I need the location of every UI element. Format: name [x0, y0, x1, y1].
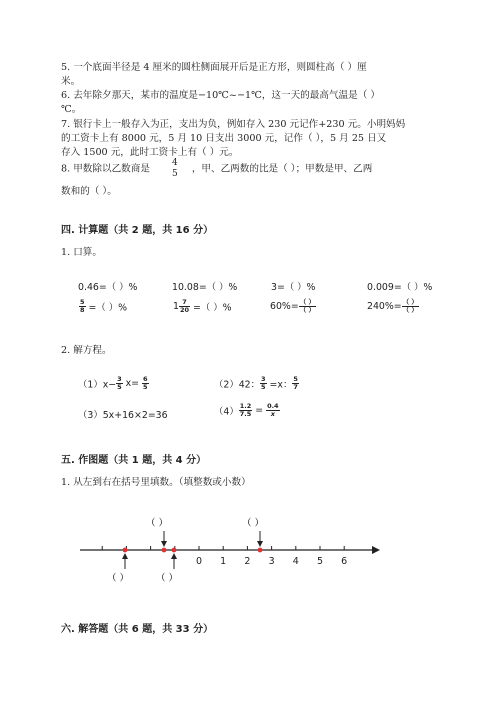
section6-title: 六. 解答题（共 6 题，共 33 分） — [61, 624, 214, 635]
eq-4-head: （4） — [214, 406, 239, 418]
oral-r1c1: 0.46=（ ）% — [78, 282, 138, 293]
q8-suffix: ，甲、乙两数的比是（ ）；甲数是甲、乙两 — [191, 163, 373, 175]
section4-q1-label: 1. 口算。 — [61, 247, 102, 258]
q8-fraction — [171, 158, 179, 180]
oral-r2c4-den: （ ） — [402, 306, 418, 314]
eq-4-d2: x — [270, 410, 275, 418]
eq-1 — [78, 376, 149, 391]
number-line-label: 5 — [316, 556, 324, 567]
q6-line2: ℃。 — [61, 104, 82, 115]
oral-r2c1 — [79, 299, 127, 314]
oral-r2c4 — [367, 299, 419, 314]
oral-r2c3-frac — [299, 299, 316, 314]
eq-2-mid: =x： — [266, 379, 293, 391]
oral-r2c2-num: 7 — [179, 299, 190, 307]
eq-2-head: （2）42： — [214, 379, 261, 391]
oral-r1c4: 0.009=（ ）% — [367, 282, 433, 293]
oral-r2c4-frac — [402, 299, 419, 314]
answer-blank-bottom-2[interactable]: （ ） — [156, 573, 179, 584]
eq-4 — [214, 403, 280, 418]
number-line-labels — [196, 556, 347, 567]
q5-line2: 米。 — [61, 76, 81, 87]
oral-r2c2-frac — [179, 299, 190, 314]
eq-2-n1: 3 — [261, 375, 266, 383]
number-line-label: 6 — [341, 556, 348, 567]
number-line-point — [123, 548, 128, 553]
q8-line1 — [61, 158, 372, 180]
oral-r2c3-head: 60%= — [270, 301, 299, 312]
eq-3: （3）5x+16×2=36 — [78, 410, 168, 421]
number-line-label: 3 — [268, 556, 275, 567]
eq-4-mid: = — [252, 405, 267, 416]
number-line-arrowhead — [372, 546, 380, 554]
arrow-up-2-head — [171, 553, 177, 559]
oral-r2c3-num: （ ） — [299, 298, 315, 306]
eq-1-n2: 6 — [143, 375, 148, 383]
number-line-point — [162, 548, 167, 553]
oral-r2c2-whole: 1 — [173, 301, 179, 312]
oral-r2c2-tail: =（ ）% — [190, 302, 232, 314]
eq-2-d1: 5 — [261, 383, 266, 391]
arrow-up-1-head — [122, 553, 128, 559]
q7-line2: 的工资卡上有 8000 元，5 月 10 日支出 3000 元，记作（ ），5 月 25 日又 — [61, 133, 387, 144]
oral-r2c4-head: 240%= — [367, 301, 402, 312]
oral-r2c2 — [173, 299, 232, 314]
oral-r2c3-den: （ ） — [299, 306, 315, 314]
eq-4-frac1 — [239, 403, 253, 418]
number-line-label: 2 — [244, 556, 251, 567]
q5-line1: 5. 一个底面半径是 4 厘米的圆柱侧面展开后是正方形，则圆柱高（ ）厘 — [61, 62, 367, 73]
number-line-point — [258, 548, 263, 553]
number-line-label: 1 — [220, 556, 227, 567]
number-line-label: 4 — [292, 556, 299, 567]
eq-1-n1: 3 — [117, 375, 122, 383]
eq-2-n2: 5 — [293, 375, 298, 383]
oral-r2c1-den: 8 — [80, 306, 85, 314]
eq-1-mid: x= — [122, 378, 143, 389]
q8-frac-den: 5 — [172, 169, 178, 179]
q8-frac-num: 4 — [172, 158, 178, 168]
number-line — [70, 510, 390, 590]
eq-2-d2: 7 — [293, 383, 298, 391]
answer-blank-top-1[interactable]: （ ） — [146, 518, 169, 529]
q6-line1: 6. 去年除夕那天，某市的温度是−10℃~−1℃，这一天的最高气温是（ ） — [61, 90, 380, 101]
number-line-label: 0 — [195, 556, 203, 567]
section5-q1: 1. 从左到右在括号里填数。（填整数或小数） — [61, 477, 251, 488]
oral-r2c4-num: （ ） — [402, 298, 418, 306]
eq-1-frac2 — [142, 376, 149, 391]
section4-title: 四. 计算题（共 2 题，共 16 分） — [61, 225, 214, 236]
q8-prefix: 8. 甲数除以乙数商是 — [61, 163, 150, 175]
answer-blank-bottom-1[interactable]: （ ） — [107, 573, 130, 584]
eq-2 — [214, 376, 299, 391]
section4-q2-label: 2. 解方程。 — [61, 345, 112, 356]
eq-1-d2: 5 — [143, 383, 148, 391]
oral-r2c2-den: 20 — [179, 306, 190, 314]
section5-title: 五. 作图题（共 1 题，共 4 分） — [61, 455, 207, 466]
q8-line2: 数和的（ ）。 — [61, 186, 117, 197]
arrow-down-2-head — [257, 541, 263, 547]
number-line-point — [172, 548, 177, 553]
eq-4-n1: 1.2 — [239, 402, 252, 410]
oral-r2c3 — [270, 299, 316, 314]
oral-r2c1-num: 5 — [80, 298, 85, 306]
q7-line3: 存入 1500 元，此时工资卡上有（ ）元。 — [61, 147, 239, 158]
eq-2-frac2 — [292, 376, 299, 391]
q7-line1: 7. 银行卡上一般存入为正，支出为负，例如存入 230 元记作+230 元。小明妈妈 — [61, 119, 406, 130]
eq-4-d1: 7.5 — [239, 410, 252, 418]
eq-4-frac2 — [266, 403, 280, 418]
eq-1-head: （1）x− — [78, 379, 117, 391]
oral-r1c2: 10.08=（ ）% — [172, 282, 238, 293]
eq-1-d1: 5 — [117, 383, 122, 391]
oral-r1c3: 3=（ ）% — [271, 282, 316, 293]
answer-blank-top-2[interactable]: （ ） — [242, 518, 265, 529]
eq-4-n2: 0.4 — [267, 402, 279, 410]
oral-r2c1-tail: =（ ）% — [85, 302, 128, 314]
arrow-down-1-head — [161, 541, 167, 547]
